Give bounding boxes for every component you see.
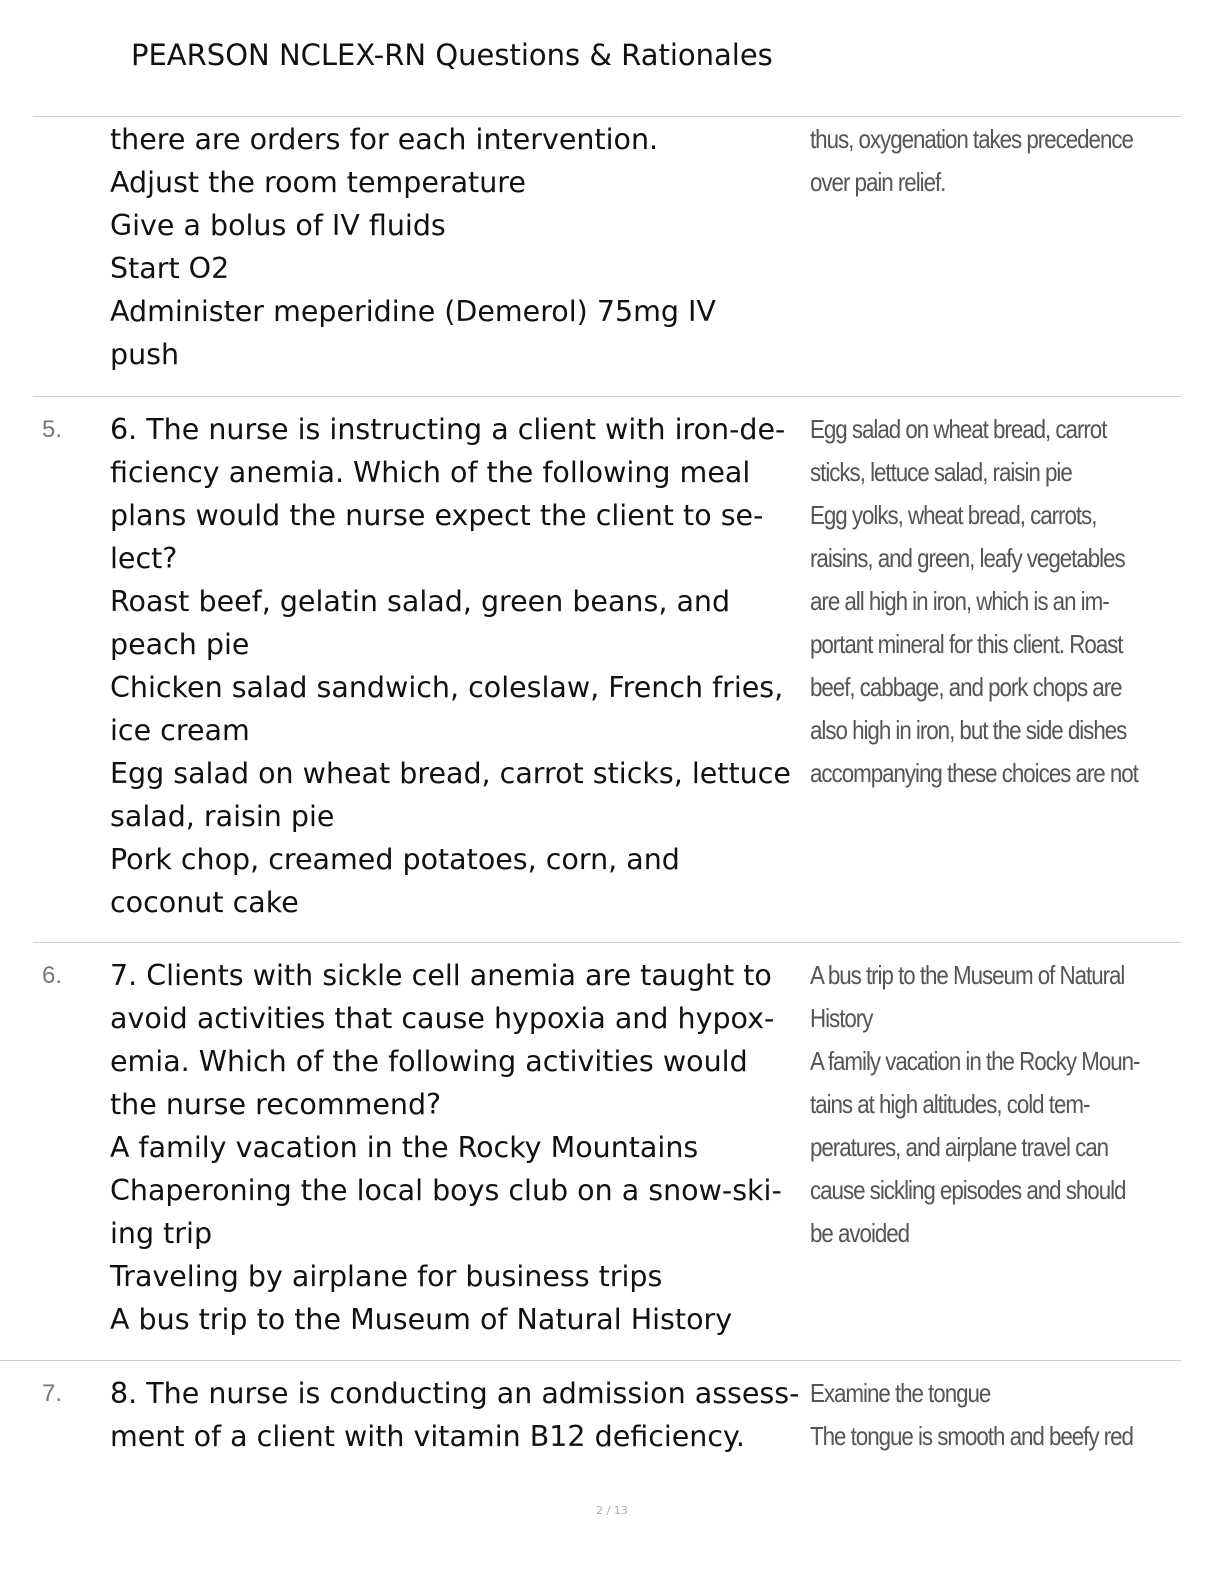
question-text	[110, 118, 810, 376]
question-line: A bus trip to the Museum of Natural History	[110, 1303, 733, 1336]
question-line: Egg salad on wheat bread, carrot sticks, lettuce	[110, 757, 791, 790]
row-number: 6.	[42, 962, 63, 989]
answer-line: Examine the tongue	[810, 1378, 991, 1408]
question-line: coconut cake	[110, 886, 299, 919]
row-number: 5.	[42, 416, 63, 443]
answer-line: peratures, and airplane travel can	[810, 1132, 1109, 1162]
question-line: Give a bolus of IV fluids	[110, 209, 446, 242]
header-divider	[33, 116, 1181, 117]
question-line: lect?	[110, 542, 178, 575]
question-line: Roast beef, gelatin salad, green beans, and	[110, 585, 731, 618]
question-line: salad, raisin pie	[110, 800, 335, 833]
answer-line: cause sickling episodes and should	[810, 1175, 1126, 1205]
answer-line: portant mineral for this client. Roast	[810, 629, 1123, 659]
question-line: avoid activities that cause hypoxia and hypox-	[110, 1002, 775, 1035]
answer-line: A bus trip to the Museum of Natural	[810, 960, 1125, 990]
answer-line: A family vacation in the Rocky Moun-	[810, 1046, 1140, 1076]
question-text	[110, 954, 810, 1341]
answer-line: are all high in iron, which is an im-	[810, 586, 1109, 616]
question-line: ment of a client with vitamin B12 deficiency.	[110, 1420, 745, 1453]
answer-line: tains at high altitudes, cold tem-	[810, 1089, 1090, 1119]
answer-line: Egg salad on wheat bread, carrot	[810, 414, 1107, 444]
question-line: 6. The nurse is instructing a client with iron-de-	[110, 413, 786, 446]
question-line: peach pie	[110, 628, 250, 661]
question-line: there are orders for each intervention.	[110, 123, 659, 156]
question-line: ing trip	[110, 1217, 213, 1250]
answer-line: raisins, and green, leafy vegetables	[810, 543, 1125, 573]
question-line: ice cream	[110, 714, 250, 747]
answer-text	[810, 408, 1175, 795]
answer-line: also high in iron, but the side dishes	[810, 715, 1127, 745]
answer-line: Egg yolks, wheat bread, carrots,	[810, 500, 1097, 530]
question-line: A family vacation in the Rocky Mountains	[110, 1131, 699, 1164]
question-line: Start O2	[110, 252, 230, 285]
question-line: emia. Which of the following activities would	[110, 1045, 748, 1078]
question-line: Pork chop, creamed potatoes, corn, and	[110, 843, 680, 876]
answer-line: over pain relief.	[810, 167, 946, 197]
question-line: Traveling by airplane for business trips	[110, 1260, 663, 1293]
question-line: Administer meperidine (Demerol) 75mg IV	[110, 295, 716, 328]
question-text	[110, 1372, 810, 1458]
question-line: ficiency anemia. Which of the following meal	[110, 456, 751, 489]
answer-line: beef, cabbage, and pork chops are	[810, 672, 1122, 702]
answer-line: History	[810, 1003, 873, 1033]
answer-text	[810, 954, 1175, 1255]
answer-line: The tongue is smooth and beefy red	[810, 1421, 1133, 1451]
row-divider	[0, 1360, 1181, 1361]
row-number: 7.	[42, 1380, 63, 1407]
question-line: Adjust the room temperature	[110, 166, 526, 199]
page-title: PEARSON NCLEX-RN Questions & Rationales	[131, 38, 773, 72]
row-divider	[33, 396, 1181, 397]
question-line: plans would the nurse expect the client to se-	[110, 499, 764, 532]
question-line: 7. Clients with sickle cell anemia are taught to	[110, 959, 772, 992]
row-divider	[33, 942, 1181, 943]
page-number: 2 / 13	[596, 1504, 628, 1517]
question-line: push	[110, 338, 180, 371]
question-text	[110, 408, 810, 924]
question-line: Chicken salad sandwich, coleslaw, French fries,	[110, 671, 784, 704]
answer-line: be avoided	[810, 1218, 910, 1248]
question-line: the nurse recommend?	[110, 1088, 442, 1121]
answer-text	[810, 1372, 1175, 1458]
answer-line: accompanying these choices are not	[810, 758, 1138, 788]
answer-text	[810, 118, 1175, 204]
answer-line: sticks, lettuce salad, raisin pie	[810, 457, 1072, 487]
question-line: Chaperoning the local boys club on a snow-ski-	[110, 1174, 782, 1207]
answer-line: thus, oxygenation takes precedence	[810, 124, 1133, 154]
question-line: 8. The nurse is conducting an admission assess-	[110, 1377, 800, 1410]
